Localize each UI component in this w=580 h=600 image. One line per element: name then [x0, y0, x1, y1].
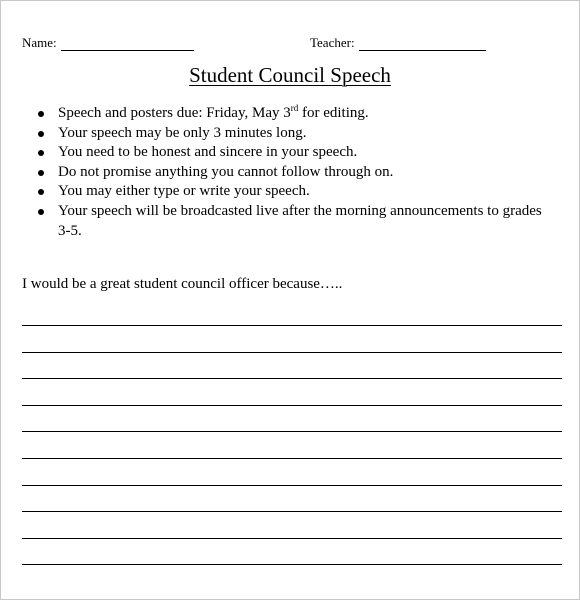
- teacher-blank-line[interactable]: [359, 36, 486, 51]
- answer-lines[interactable]: [22, 325, 562, 591]
- page-title: [0, 63, 580, 88]
- bullet-text: Your speech may be only 3 minutes long.: [58, 124, 307, 141]
- list-item: [36, 163, 556, 183]
- name-field[interactable]: [22, 35, 194, 51]
- answer-line[interactable]: [22, 405, 562, 406]
- answer-line[interactable]: [22, 538, 562, 539]
- list-item: [36, 124, 556, 144]
- answer-line[interactable]: [22, 352, 562, 353]
- answer-line[interactable]: [22, 431, 562, 432]
- bullet-text: Do not promise anything you cannot follow through on.: [58, 163, 394, 180]
- bullet-icon: [38, 209, 44, 215]
- list-item: [36, 182, 556, 202]
- bullet-text: You may either type or write your speech.: [58, 183, 310, 200]
- bullet-icon: [38, 111, 44, 117]
- answer-line[interactable]: [22, 485, 562, 486]
- bullet-icon: [38, 189, 44, 195]
- teacher-label: Teacher:: [310, 35, 355, 50]
- essay-prompt: I would be a great student council officer because…..: [22, 276, 343, 292]
- bullet-text-tail: for editing.: [298, 105, 369, 121]
- answer-line[interactable]: [22, 458, 562, 459]
- list-item: [36, 104, 556, 124]
- bullet-text: You need to be honest and sincere in your speech.: [58, 144, 358, 161]
- answer-line[interactable]: [22, 325, 562, 326]
- answer-line[interactable]: [22, 564, 562, 565]
- bullet-icon: [38, 131, 44, 137]
- bullet-text: Your speech will be broadcasted live after the morning announcements to grades 3-5.: [58, 202, 542, 239]
- bullet-icon: [38, 150, 44, 156]
- bullet-text: Speech and posters due: Friday, May 3: [58, 105, 291, 121]
- answer-line[interactable]: [22, 378, 562, 379]
- title-text: Student Council Speech: [189, 63, 391, 87]
- list-item: [36, 143, 556, 163]
- list-item: [36, 202, 556, 241]
- teacher-field[interactable]: [310, 35, 486, 51]
- header-fields: [22, 35, 562, 55]
- name-blank-line[interactable]: [61, 36, 194, 51]
- instructions-list: [36, 104, 556, 241]
- ordinal-suffix: rd: [290, 103, 299, 113]
- name-label: Name:: [22, 35, 57, 50]
- answer-line[interactable]: [22, 511, 562, 512]
- bullet-icon: [38, 170, 44, 176]
